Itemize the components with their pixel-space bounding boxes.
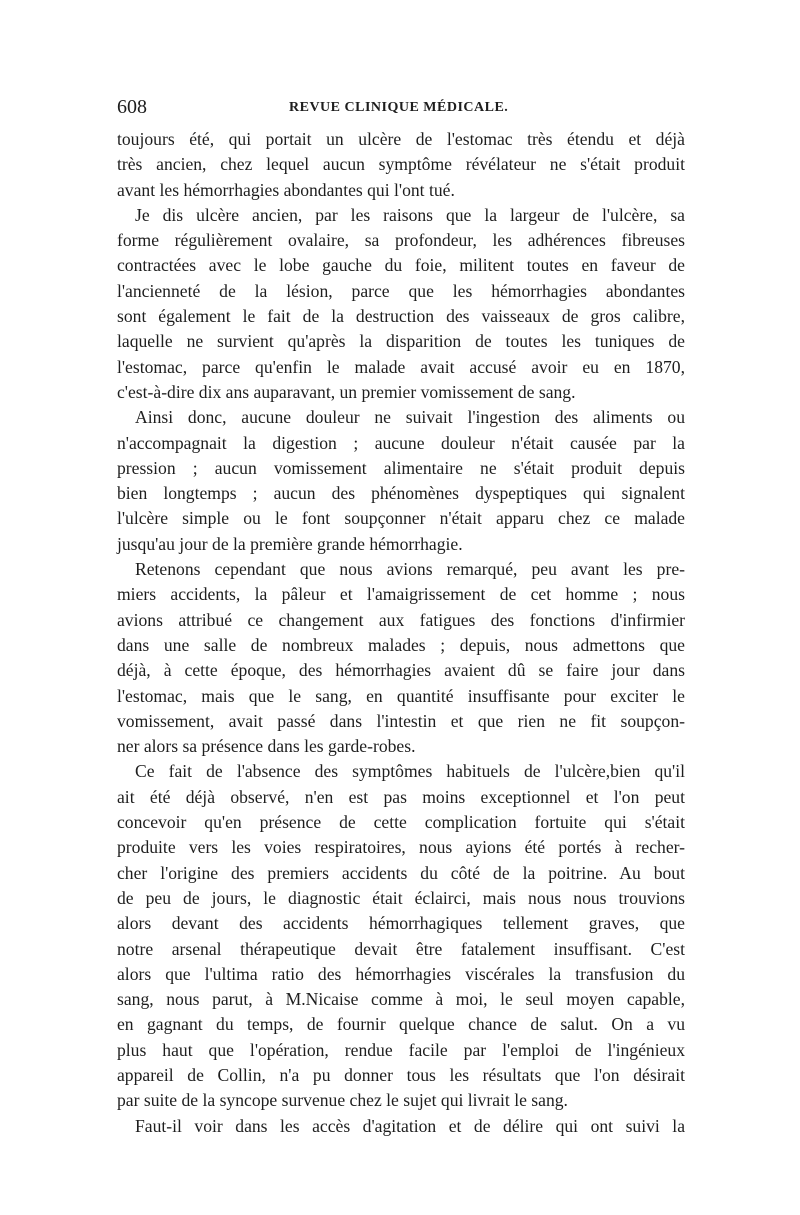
text-line: l'ancienneté de la lésion, parce que les hémorrhagies abondantes xyxy=(117,280,685,301)
text-line: très ancien, chez lequel aucun symptôme révélateur ne s'était produit xyxy=(117,154,685,175)
text-line: c'est-à-dire dix ans auparavant, un premier vomissement de sang. xyxy=(117,381,576,402)
text-line: vomissement, avait passé dans l'intestin et que rien ne fit soupçon- xyxy=(117,710,685,731)
text-line: notre arsenal thérapeutique devait être fatalement insuffisant. C'est xyxy=(117,938,685,959)
text-line: pression ; aucun vomissement alimentaire ne s'était produit depuis xyxy=(117,457,685,478)
text-line: laquelle ne survient qu'après la disparition de toutes les tuniques de xyxy=(117,331,685,352)
text-line: cher l'origine des premiers accidents du côté de la poitrine. Au bout xyxy=(117,862,685,883)
text-line: contractées avec le lobe gauche du foie, militent toutes en faveur de xyxy=(117,255,685,276)
text-line: produite vers les voies respiratoires, nous ayions été portés à recher- xyxy=(117,837,685,858)
text-line: par suite de la syncope survenue chez le sujet qui livrait le sang. xyxy=(117,1090,568,1111)
text-line: avant les hémorrhagies abondantes qui l'ont tué. xyxy=(117,179,455,200)
text-line: Ce fait de l'absence des symptômes habituels de l'ulcère,bien qu'il xyxy=(135,761,685,782)
text-line: ait été déjà observé, n'en est pas moins exceptionnel et l'on peut xyxy=(117,786,685,807)
text-line: l'estomac, parce qu'enfin le malade avait accusé avoir eu en 1870, xyxy=(117,356,685,377)
text-line: l'estomac, mais que le sang, en quantité insuffisante pour exciter le xyxy=(117,685,685,706)
text-line: Ainsi donc, aucune douleur ne suivait l'ingestion des aliments ou xyxy=(135,407,685,428)
text-line: Je dis ulcère ancien, par les raisons que la largeur de l'ulcère, sa xyxy=(135,204,685,225)
text-line: Retenons cependant que nous avions remarqué, peu avant les pre- xyxy=(135,559,685,580)
text-line: ner alors sa présence dans les garde-robes. xyxy=(117,736,416,757)
text-line: dans une salle de nombreux malades ; depuis, nous admettons que xyxy=(117,634,685,655)
text-line: sont également le fait de la destruction des vaisseaux de gros calibre, xyxy=(117,306,685,327)
text-line: bien longtemps ; aucun des phénomènes dyspeptiques qui signalent xyxy=(117,483,685,504)
text-line: toujours été, qui portait un ulcère de l'estomac très étendu et déjà xyxy=(117,129,685,149)
text-line: forme régulièrement ovalaire, sa profondeur, les adhérences fibreuses xyxy=(117,230,685,251)
page-header xyxy=(117,96,685,122)
text-line: concevoir qu'en présence de cette complication fortuite qui s'était xyxy=(117,812,685,833)
page-number: 608 xyxy=(117,96,147,118)
text-line: sang, nous parut, à M.Nicaise comme à moi, le seul moyen capable, xyxy=(117,989,685,1010)
text-line: plus haut que l'opération, rendue facile par l'emploi de l'ingénieux xyxy=(117,1039,685,1060)
text-line: alors que l'ultima ratio des hémorrhagies viscérales la transfusion du xyxy=(117,963,685,984)
text-line: alors devant des accidents hémorrhagiques tellement graves, que xyxy=(117,913,685,934)
text-line: de peu de jours, le diagnostic était éclairci, mais nous nous trouvions xyxy=(117,887,685,908)
text-line: en gagnant du temps, de fournir quelque chance de salut. On a vu xyxy=(117,1014,685,1035)
text-line: miers accidents, la pâleur et l'amaigrissement de cet homme ; nous xyxy=(117,584,685,605)
text-line: avions attribué ce changement aux fatigues des fonctions d'infirmier xyxy=(117,609,685,630)
body-text xyxy=(117,127,685,1139)
text-line: n'accompagnait la digestion ; aucune douleur n'était causée par la xyxy=(117,432,685,453)
text-line: jusqu'au jour de la première grande hémorrhagie. xyxy=(117,533,463,554)
text-line: déjà, à cette époque, des hémorrhagies avaient dû se faire jour dans xyxy=(117,660,685,681)
text-line: Faut-il voir dans les accès d'agitation et de délire qui ont suivi la xyxy=(135,1115,685,1136)
text-line: appareil de Collin, n'a pu donner tous les résultats que l'on désirait xyxy=(117,1064,685,1085)
running-title: REVUE CLINIQUE MÉDICALE. xyxy=(289,100,509,115)
text-line: l'ulcère simple ou le font soupçonner n'était apparu chez ce malade xyxy=(117,508,685,529)
